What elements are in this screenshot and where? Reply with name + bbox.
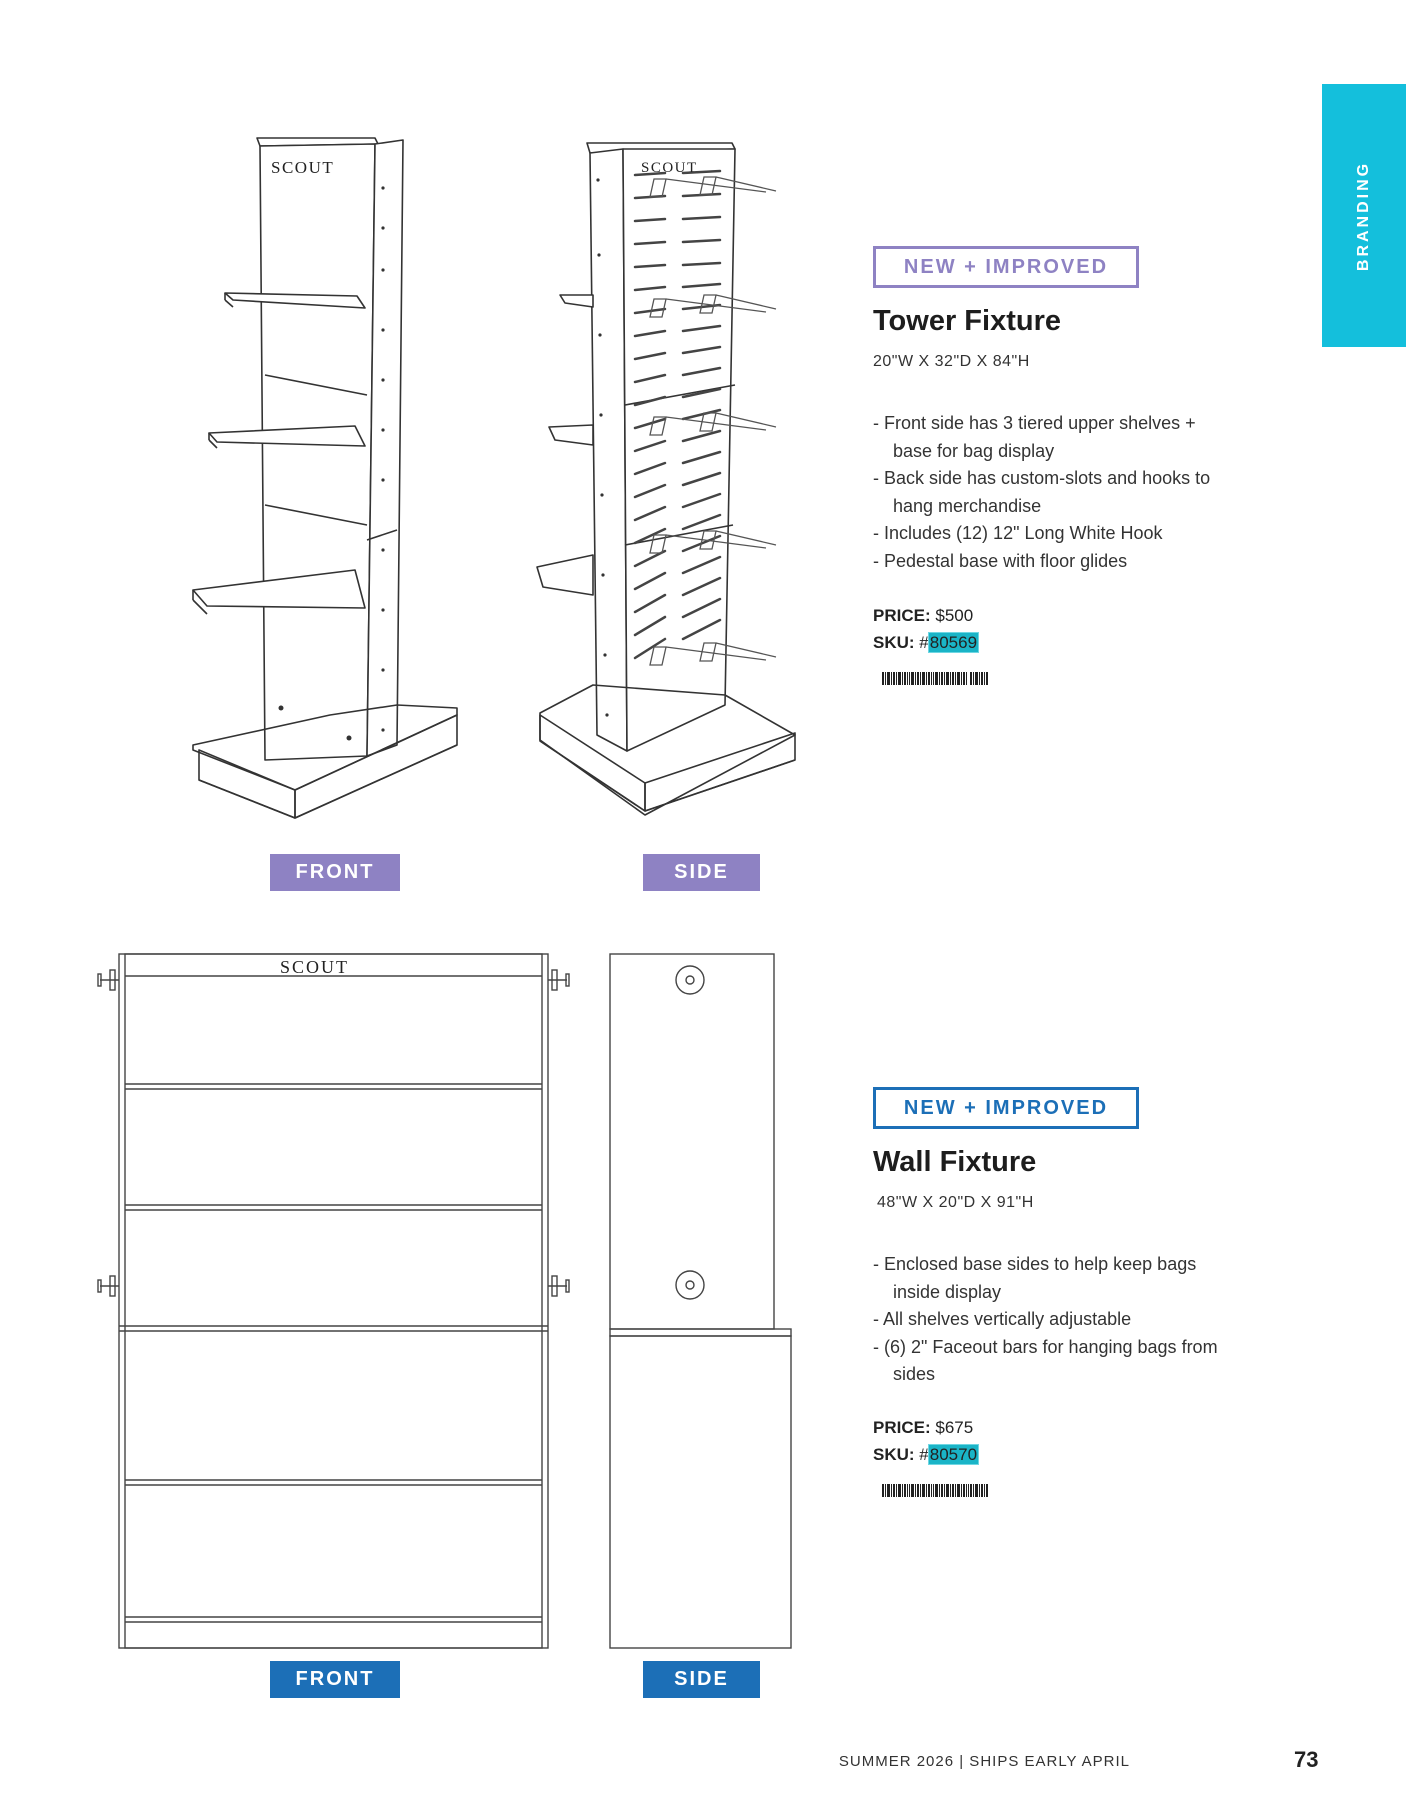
- tower-front-label: FRONT: [270, 854, 400, 891]
- wall-sku: [873, 1445, 978, 1465]
- sku-hash: #: [919, 633, 929, 652]
- tower-side-label: SIDE: [643, 854, 760, 891]
- wall-price: [873, 1418, 973, 1438]
- page-number: 73: [1294, 1747, 1319, 1772]
- sku-label: SKU:: [873, 1445, 915, 1464]
- branding-tab-label: BRANDING: [1355, 160, 1372, 271]
- tower-front-logo: SCOUT: [271, 158, 335, 177]
- tower-price: [873, 606, 973, 626]
- feature-item: - Enclosed base sides to help keep bags inside display: [873, 1251, 1233, 1306]
- tower-new-badge: NEW + IMPROVED: [873, 246, 1139, 288]
- tower-title: Tower Fixture: [873, 305, 1061, 337]
- feature-item: - Includes (12) 12" Long White Hook: [873, 520, 1233, 548]
- feature-item: - Pedestal base with floor glides: [873, 548, 1233, 576]
- feature-item: - All shelves vertically adjustable: [873, 1306, 1233, 1334]
- wall-front-drawing: [95, 950, 575, 1650]
- tower-side-drawing: [535, 135, 805, 825]
- price-label: PRICE:: [873, 1418, 931, 1437]
- wall-side-drawing: [605, 950, 795, 1650]
- tower-barcode: [882, 672, 992, 685]
- tower-features: [873, 410, 1233, 575]
- price-label: PRICE:: [873, 606, 931, 625]
- branding-tab[interactable]: [1322, 84, 1406, 347]
- wall-title: Wall Fixture: [873, 1146, 1037, 1178]
- feature-item: - (6) 2" Faceout bars for hanging bags from sides: [873, 1334, 1233, 1389]
- price-value: $500: [935, 606, 974, 625]
- sku-hash: #: [919, 1445, 929, 1464]
- tower-dimensions: 20"W X 32"D X 84"H: [873, 353, 1030, 370]
- tower-sku: [873, 633, 978, 653]
- feature-item: - Back side has custom-slots and hooks to hang merchandise: [873, 465, 1233, 520]
- wall-barcode: [882, 1484, 992, 1497]
- sku-number[interactable]: 80569: [929, 633, 978, 652]
- wall-new-badge: NEW + IMPROVED: [873, 1087, 1139, 1129]
- wall-front-logo: SCOUT: [280, 957, 350, 977]
- feature-item: - Front side has 3 tiered upper shelves + base for bag display: [873, 410, 1233, 465]
- sku-label: SKU:: [873, 633, 915, 652]
- wall-dimensions: 48"W X 20"D X 91"H: [877, 1194, 1034, 1211]
- footer-text: SUMMER 2026 | SHIPS EARLY APRIL: [838, 1753, 1130, 1770]
- price-value: $675: [935, 1418, 974, 1437]
- tower-front-drawing: [185, 130, 470, 830]
- wall-side-label: SIDE: [643, 1661, 760, 1698]
- sku-number[interactable]: 80570: [929, 1445, 978, 1464]
- wall-front-label: FRONT: [270, 1661, 400, 1698]
- wall-features: [873, 1251, 1233, 1389]
- tower-side-logo: SCOUT: [641, 160, 698, 176]
